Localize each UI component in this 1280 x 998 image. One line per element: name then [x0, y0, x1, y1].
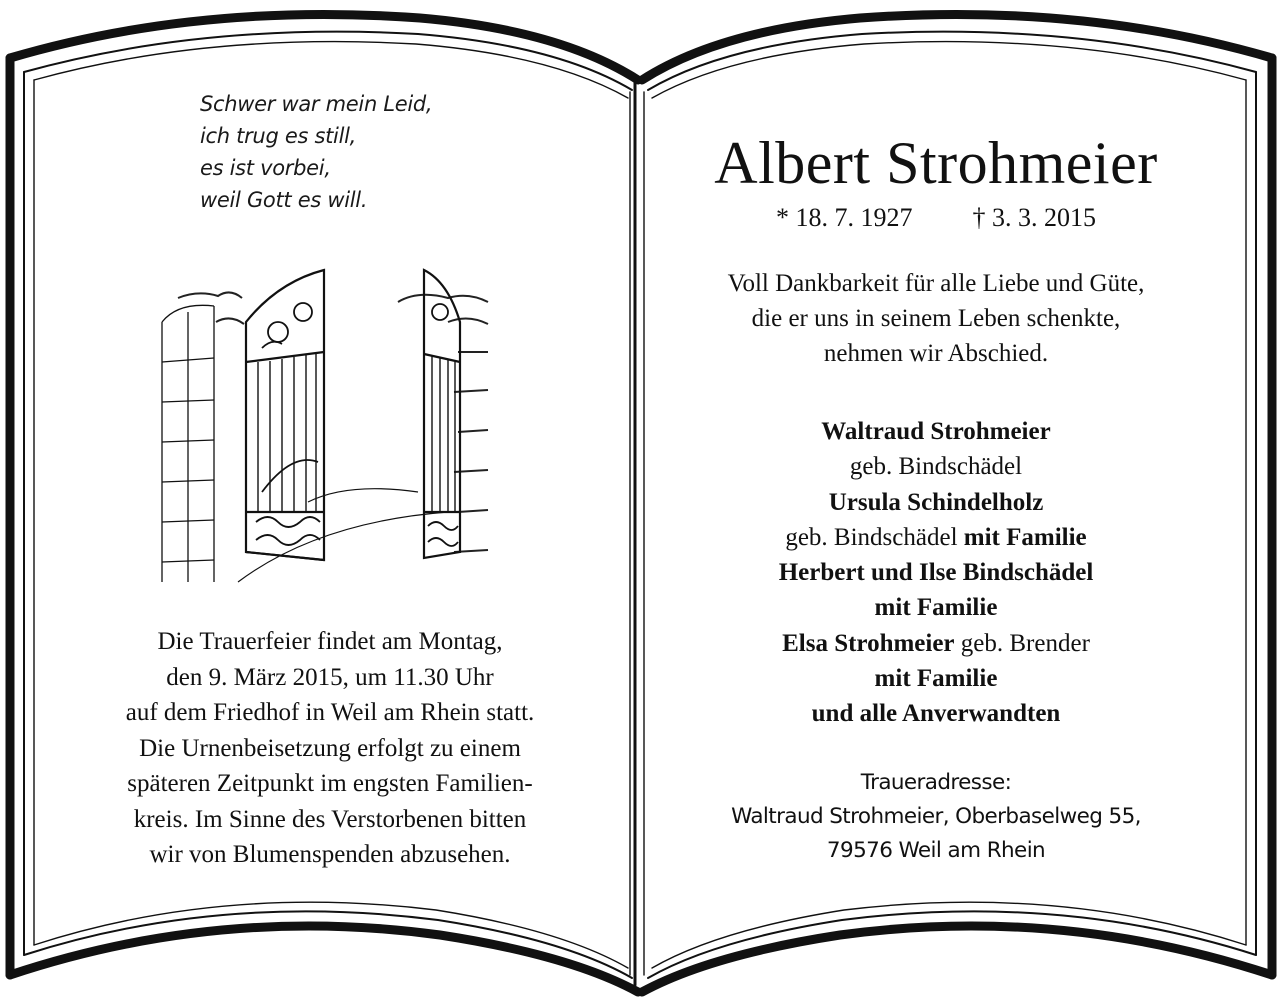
mourner-line	[660, 626, 1212, 661]
mourner-note: geb. Bindschädel	[849, 453, 1023, 481]
mourner-name: Waltraud Strohmeier	[821, 418, 1051, 445]
gratitude-text	[660, 266, 1212, 371]
address-label: Traueradresse:	[860, 770, 1012, 795]
verse-line: ich trug es still,	[200, 124, 357, 148]
verse	[200, 88, 520, 216]
mourner-relatives: und alle Anverwandten	[811, 700, 1061, 728]
funeral-line: kreis. Im Sinne des Verstorbenen bitten	[133, 805, 527, 833]
deceased-name: Albert Strohmeier	[714, 130, 1158, 196]
gratitude-line: die er uns in seinem Leben schenkte,	[751, 305, 1121, 332]
funeral-line: späteren Zeitpunkt im engsten Familien-	[127, 770, 533, 797]
mourners-list	[660, 414, 1212, 732]
funeral-line: wir von Blumenspenden abzusehen.	[149, 841, 511, 868]
funeral-line: Die Urnenbeisetzung erfolgt zu einem	[139, 734, 521, 762]
verse-line: Schwer war mein Leid,	[200, 92, 433, 116]
mourning-address	[660, 766, 1212, 868]
address-line: 79576 Weil am Rhein	[826, 838, 1046, 863]
mourner-family: mit Familie	[963, 523, 1087, 551]
mourner-family: mit Familie	[874, 594, 998, 622]
verse-line: es ist vorbei,	[200, 156, 331, 180]
life-dates	[660, 200, 1212, 236]
address-line: Waltraud Strohmeier, Oberbaselweg 55,	[731, 804, 1141, 829]
mourner-family: mit Familie	[874, 665, 998, 693]
mourner-name: Ursula Schindelholz	[828, 488, 1044, 516]
funeral-information	[60, 624, 600, 873]
funeral-line: auf dem Friedhof in Weil am Rhein statt.	[125, 699, 535, 726]
funeral-line: den 9. März 2015, um 11.30 Uhr	[166, 663, 494, 691]
verse-line: weil Gott es will.	[200, 188, 368, 212]
mourner-name: Elsa Strohmeier	[782, 629, 955, 657]
gratitude-line: Voll Dankbarkeit für alle Liebe und Güte,	[727, 270, 1145, 297]
birth-date: * 18. 7. 1927	[776, 203, 913, 232]
mourner-line	[660, 520, 1212, 555]
funeral-line: Die Trauerfeier findet am Montag,	[157, 628, 503, 655]
death-date: † 3. 3. 2015	[972, 203, 1096, 232]
open-gate-illustration	[158, 262, 493, 587]
mourner-note: geb. Brender	[954, 629, 1090, 657]
gratitude-line: nehmen wir Abschied.	[823, 340, 1049, 367]
mourner-note: geb. Bindschädel	[785, 523, 964, 551]
mourner-name: Herbert und Ilse Bindschädel	[778, 559, 1094, 587]
